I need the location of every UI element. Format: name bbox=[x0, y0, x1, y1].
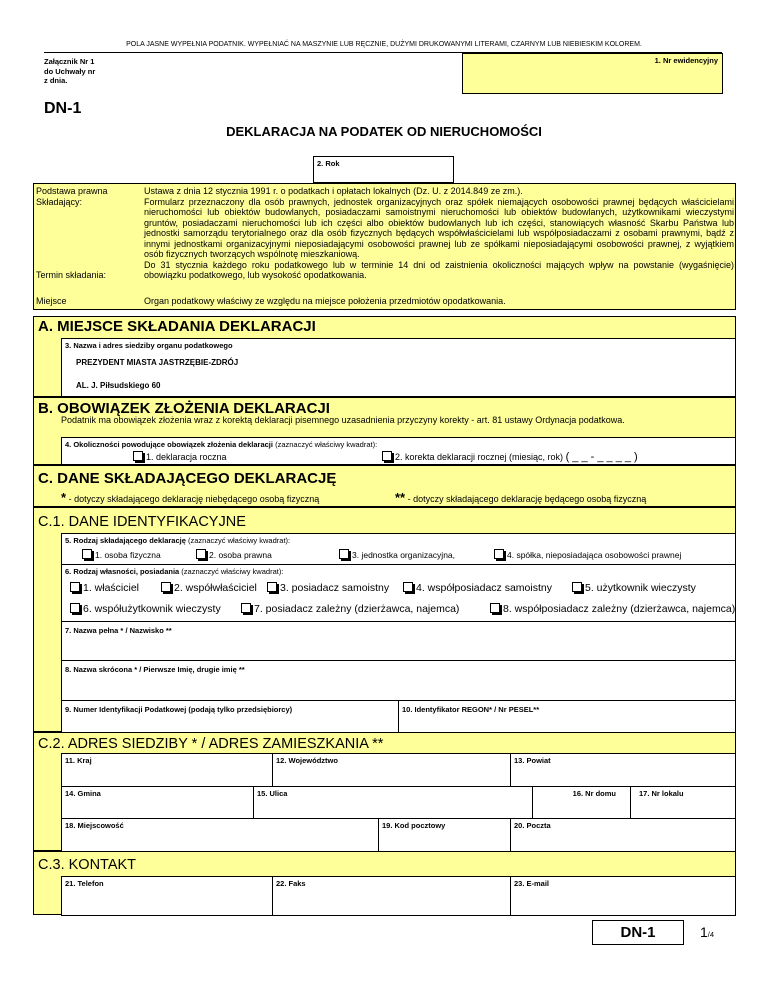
street-label: 15. Ulica bbox=[257, 789, 288, 798]
checkbox-icon[interactable] bbox=[494, 549, 504, 559]
short-name-label: 8. Nazwa skrócona * / Pierwsze Imię, drugie imię ** bbox=[65, 665, 245, 674]
checkbox-icon[interactable] bbox=[241, 603, 251, 613]
fax-label: 22. Faks bbox=[276, 879, 306, 888]
checkbox-icon[interactable] bbox=[133, 451, 143, 461]
ownership-dependent-co-holder[interactable] bbox=[490, 603, 735, 615]
section-c1 bbox=[33, 507, 736, 732]
section-c2-title: C.2. ADRES SIEDZIBY * / ADRES ZAMIESZKANIA ** bbox=[38, 736, 384, 752]
country-label: 11. Kraj bbox=[65, 756, 92, 765]
checkbox-icon[interactable] bbox=[70, 582, 80, 592]
fill-instructions: POLA JASNE WYPEŁNIA PODATNIK. WYPEŁNIAĆ NA MASZYNIE LUB RĘCZNIE, DUŻYMI DRUKOWANYMI LITERAMI, CZARNYM LUB NIEBIESKIM KOLOREM. bbox=[126, 41, 642, 48]
annex-note bbox=[44, 57, 95, 86]
annex-line-1: Załącznik Nr 1 bbox=[44, 57, 95, 66]
checkbox-icon[interactable] bbox=[82, 549, 92, 559]
ownership-co-owner[interactable] bbox=[161, 582, 257, 594]
nip-label: 9. Numer Identyfikacji Podatkowej (podają tylko przedsiębiorcy) bbox=[65, 705, 293, 714]
tax-office-address: AL. J. Piłsudskiego 60 bbox=[76, 381, 161, 390]
page-number: 1 bbox=[700, 924, 708, 940]
star-marker: * bbox=[61, 490, 67, 505]
regon-pesel-label: 10. Identyfikator REGON* / Nr PESEL** bbox=[402, 705, 540, 714]
section-b-note: Podatnik ma obowiązek złożenia wraz z korektą deklaracji pisemnego uzasadnienia przyczyny korekty - art. 81 ustawy Ordynacja podatkowa. bbox=[61, 415, 625, 425]
postal-code-label: 19. Kod pocztowy bbox=[382, 821, 446, 830]
section-b-title: B. OBOWIĄZEK ZŁOŻENIA DEKLARACJI bbox=[38, 400, 330, 417]
checkbox-icon[interactable] bbox=[339, 549, 349, 559]
option-annual-label: 1. deklaracja roczna bbox=[146, 452, 227, 462]
ownership-owner[interactable] bbox=[70, 582, 139, 594]
section-a-title: A. MIEJSCE SKŁADANIA DEKLARACJI bbox=[38, 318, 316, 335]
tax-office-field bbox=[61, 338, 736, 397]
page-total: /4 bbox=[707, 930, 715, 939]
short-name-field[interactable] bbox=[61, 660, 736, 701]
county-label: 13. Powiat bbox=[514, 756, 551, 765]
filer-type-option-label: 2. osoba prawna bbox=[209, 550, 272, 560]
ownership-type-field bbox=[61, 564, 736, 622]
checkbox-icon[interactable] bbox=[161, 582, 171, 592]
filer-type-option-label: 3. jednostka organizacyjna, bbox=[352, 550, 456, 560]
section-c3 bbox=[33, 851, 736, 915]
annex-line-3: z dnia. bbox=[44, 76, 68, 85]
ownership-option-label: 5. użytkownik wieczysty bbox=[585, 582, 696, 594]
street-field[interactable] bbox=[253, 786, 533, 819]
double-star-marker: ** bbox=[395, 490, 406, 505]
city-label: 18. Miejscowość bbox=[65, 821, 124, 830]
declaration-circumstances-field bbox=[61, 437, 736, 465]
filer-type-natural-person[interactable] bbox=[82, 549, 161, 560]
ownership-perpetual-user[interactable] bbox=[572, 582, 696, 594]
ownership-dependent-holder[interactable] bbox=[241, 603, 459, 615]
year-label: 2. Rok bbox=[317, 159, 340, 168]
deadline-text: Do 31 stycznia każdego roku podatkowego lub w terminie 14 dni od zaistnienia okoliczności mających wpływ na powstanie (wygaśnięcie) obowiązku podatkowego, lub wysokość opodatkowania. bbox=[144, 259, 734, 280]
full-name-label: 7. Nazwa pełna * / Nazwisko ** bbox=[65, 626, 172, 635]
ownership-type-label: 6. Rodzaj własności, posiadania bbox=[65, 567, 180, 576]
postal-code-field[interactable] bbox=[378, 818, 511, 852]
section-c-title: C. DANE SKŁADAJĄCEGO DEKLARACJĘ bbox=[38, 470, 337, 487]
nip-field[interactable] bbox=[61, 700, 399, 733]
correction-date-mask[interactable]: ( _ _ - _ _ _ _ ) bbox=[565, 451, 638, 463]
legal-basis-label: Podstawa prawna Składający: bbox=[36, 186, 108, 207]
circumstances-hint: (zaznaczyć właściwy kwadrat): bbox=[275, 440, 378, 449]
ownership-independent-holder[interactable] bbox=[267, 582, 389, 594]
filer-type-field bbox=[61, 533, 736, 565]
checkbox-icon[interactable] bbox=[196, 549, 206, 559]
phone-field[interactable] bbox=[61, 876, 273, 916]
legal-text bbox=[144, 186, 734, 281]
filer-type-organizational-unit[interactable] bbox=[339, 549, 455, 560]
section-c3-title: C.3. KONTAKT bbox=[38, 857, 137, 873]
house-number-field[interactable] bbox=[532, 786, 631, 819]
option-correction-label: 2. korekta deklaracji rocznej (miesiąc, rok) bbox=[395, 452, 564, 462]
phone-label: 21. Telefon bbox=[65, 879, 104, 888]
country-field[interactable] bbox=[61, 753, 273, 787]
section-c bbox=[33, 465, 736, 507]
checkbox-icon[interactable] bbox=[490, 603, 500, 613]
legend-legal-entity-text: - dotyczy składającego deklarację niebędącego osobą fizyczną bbox=[68, 494, 320, 504]
full-name-field[interactable] bbox=[61, 621, 736, 661]
tax-office-name: PREZYDENT MIASTA JASTRZĘBIE-ZDRÓJ bbox=[76, 358, 239, 367]
section-c2 bbox=[33, 732, 736, 851]
registry-number-field[interactable] bbox=[462, 53, 723, 94]
legend-natural-person-text: - dotyczy składającego deklarację będącego osobą fizyczną bbox=[407, 494, 647, 504]
filer-description: Formularz przeznaczony dla osób prawnych, jednostek organizacyjnych oraz spółek niemających osobowości prawnej będących właścicielami nieruchomości lub obiektów budowlanych, posiadaczami samoistnymi nieruchomości lub obiektów budowlanych, użytkownikami wieczystymi gruntów, posiadaczami nieruchomości lub ich części albo obiektów budowlanych lub ich części, stanowiących własność Skarbu Państwa lub jednostki samorządu terytorialnego oraz dla osób fizycznych będących współwłaścicielami lub współposiadaczami z osobami prawnymi, bądź z innymi jednostkami organizacyjnymi nieposiadającymi osobowości prawnej lub ze spółkami nieposiadającymi osobowości prawnej, z wyjątkiem osób fizycznych tworzących wspólnotę mieszkaniową. bbox=[144, 196, 734, 259]
deadline-label: Termin składania: bbox=[36, 270, 107, 280]
footer-form-code: DN-1 bbox=[592, 920, 684, 945]
house-number-label: 16. Nr domu bbox=[572, 789, 616, 798]
checkbox-icon[interactable] bbox=[382, 451, 392, 461]
voivodeship-label: 12. Województwo bbox=[276, 756, 338, 765]
checkbox-icon[interactable] bbox=[267, 582, 277, 592]
legal-info-block bbox=[33, 183, 736, 310]
regon-pesel-field[interactable] bbox=[398, 700, 736, 733]
municipality-label: 14. Gmina bbox=[65, 789, 101, 798]
legal-basis-text: Ustawa z dnia 12 stycznia 1991 r. o podatkach i opłatach lokalnych (Dz. U. z 2014.849 ze zm.). bbox=[144, 186, 523, 196]
ownership-option-label: 4. współposiadacz samoistny bbox=[416, 582, 552, 594]
checkbox-icon[interactable] bbox=[403, 582, 413, 592]
section-c1-title: C.1. DANE IDENTYFIKACYJNE bbox=[38, 514, 246, 530]
year-field[interactable] bbox=[313, 156, 454, 183]
legend-legal-entity bbox=[61, 490, 319, 505]
ownership-option-label: 8. współposiadacz zależny (dzierżawca, najemca) bbox=[503, 603, 736, 615]
post-office-field[interactable] bbox=[510, 818, 736, 852]
apartment-number-field[interactable] bbox=[630, 786, 736, 819]
filer-type-hint: (zaznaczyć właściwy kwadrat): bbox=[188, 536, 291, 545]
email-label: 23. E-mail bbox=[514, 879, 550, 888]
legend-natural-person bbox=[395, 490, 646, 505]
filer-type-label: 5. Rodzaj składającego deklarację bbox=[65, 536, 186, 545]
form-code: DN-1 bbox=[44, 100, 82, 117]
filer-type-option-label: 1. osoba fizyczna bbox=[95, 550, 161, 560]
page-indicator bbox=[700, 924, 714, 942]
section-b bbox=[33, 397, 736, 465]
municipality-field[interactable] bbox=[61, 786, 254, 819]
form-title: DEKLARACJA NA PODATEK OD NIERUCHOMOŚCI bbox=[226, 124, 542, 139]
tax-office-label: 3. Nazwa i adres siedziby organu podatkowego bbox=[65, 341, 233, 350]
place-text: Organ podatkowy właściwy ze względu na miejsce położenia przedmiotów opodatkowania. bbox=[144, 296, 506, 306]
ownership-option-label: 1. właściciel bbox=[83, 582, 140, 594]
apartment-number-label: 17. Nr lokalu bbox=[639, 789, 684, 798]
option-annual-declaration[interactable] bbox=[133, 451, 227, 462]
ownership-perpetual-co-user[interactable] bbox=[70, 603, 221, 615]
city-field[interactable] bbox=[61, 818, 379, 852]
registry-number-label: 1. Nr ewidencyjny bbox=[654, 56, 718, 65]
ownership-option-label: 7. posiadacz zależny (dzierżawca, najemca) bbox=[254, 603, 460, 615]
email-field[interactable] bbox=[510, 876, 736, 916]
county-field[interactable] bbox=[510, 753, 736, 787]
annex-line-2: do Uchwały nr bbox=[44, 66, 96, 76]
ownership-option-label: 3. posiadacz samoistny bbox=[280, 582, 390, 594]
circumstances-label: 4. Okoliczności powodujące obowiązek złożenia deklaracji bbox=[65, 440, 273, 449]
checkbox-icon[interactable] bbox=[70, 603, 80, 613]
place-label: Miejsce bbox=[36, 296, 67, 306]
option-correction[interactable] bbox=[382, 451, 638, 463]
filer-type-partnership[interactable] bbox=[494, 549, 681, 560]
post-office-label: 20. Poczta bbox=[514, 821, 551, 830]
ownership-independent-co-holder[interactable] bbox=[403, 582, 552, 594]
voivodeship-field[interactable] bbox=[272, 753, 511, 787]
filer-type-legal-person[interactable] bbox=[196, 549, 272, 560]
ownership-option-label: 6. współużytkownik wieczysty bbox=[83, 603, 221, 615]
filer-type-option-label: 4. spółka, nieposiadająca osobowości prawnej bbox=[507, 550, 682, 560]
ownership-option-label: 2. współwłaściciel bbox=[174, 582, 257, 594]
checkbox-icon[interactable] bbox=[572, 582, 582, 592]
ownership-type-hint: (zaznaczyć właściwy kwadrat): bbox=[181, 567, 284, 576]
section-a bbox=[33, 316, 736, 397]
fax-field[interactable] bbox=[272, 876, 511, 916]
